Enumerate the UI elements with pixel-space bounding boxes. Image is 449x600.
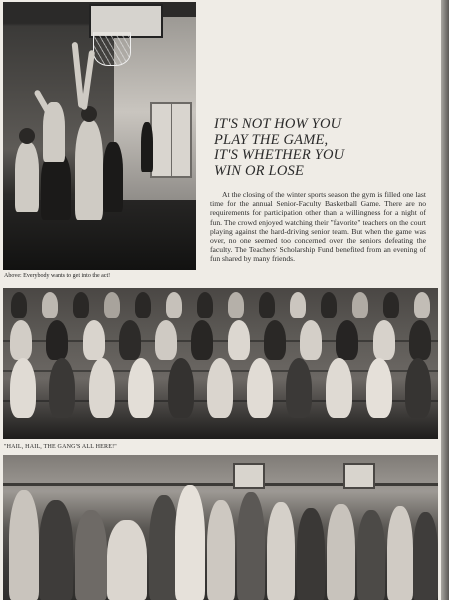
bleachers-crowd-photo — [3, 288, 438, 439]
photo-caption: Above: Everybody wants to get into the act! — [4, 273, 111, 279]
costume-figure — [175, 485, 205, 600]
crowd-figure — [9, 490, 39, 600]
crowd-figure — [413, 512, 438, 600]
article-title — [214, 117, 424, 179]
crowd-figure — [357, 510, 385, 600]
title-line: WIN OR LOSE — [214, 162, 305, 179]
player — [41, 152, 71, 220]
crowd-figure — [267, 502, 295, 600]
crowd-figure — [237, 492, 265, 600]
player-head — [19, 128, 35, 144]
basketball-game-photo — [3, 2, 196, 270]
gym-window — [233, 463, 265, 489]
gym-door — [150, 102, 192, 178]
title-line: IT'S NOT HOW YOU — [214, 116, 342, 132]
page-edge-shadow — [441, 0, 449, 600]
basketball-hoop — [93, 32, 131, 66]
crowd-middle-row — [3, 320, 438, 360]
crowd-figure — [387, 506, 413, 600]
player — [15, 142, 39, 212]
raised-arm — [72, 42, 85, 108]
crowd-back-row — [3, 292, 438, 318]
player — [103, 142, 123, 212]
crowd-figure — [297, 508, 325, 600]
crowd-figure — [327, 504, 355, 600]
crowd-front-row — [3, 358, 438, 418]
crowd-figure — [75, 510, 107, 600]
pompom-figure — [107, 520, 147, 600]
costumed-faculty-photo — [3, 455, 438, 600]
crowd-figure — [39, 500, 73, 600]
title-line: PLAY THE GAME, — [214, 131, 329, 148]
spectator — [141, 122, 153, 172]
photo-caption: "HAIL, HAIL, THE GANG'S ALL HERE!" — [4, 444, 117, 450]
player — [75, 120, 103, 220]
crowd-figure — [207, 500, 235, 600]
title-line: IT'S WHETHER YOU — [214, 147, 345, 163]
gym-window — [343, 463, 375, 489]
article-body: At the closing of the winter sports season the gym is filled one last time for the annual Senior-Faculty Basketball Game. There are no requirements for participation other than a willingness for a night of fun. The crowd enjoyed watching their "favorite" teachers on the court playing against the hard-driving senior team. But when the game was over, no one seemed too concerned over the seniors defeating the faculty. The Teachers' Scholarship Fund benefited from an evening of fun shared by many friends. — [210, 190, 426, 264]
